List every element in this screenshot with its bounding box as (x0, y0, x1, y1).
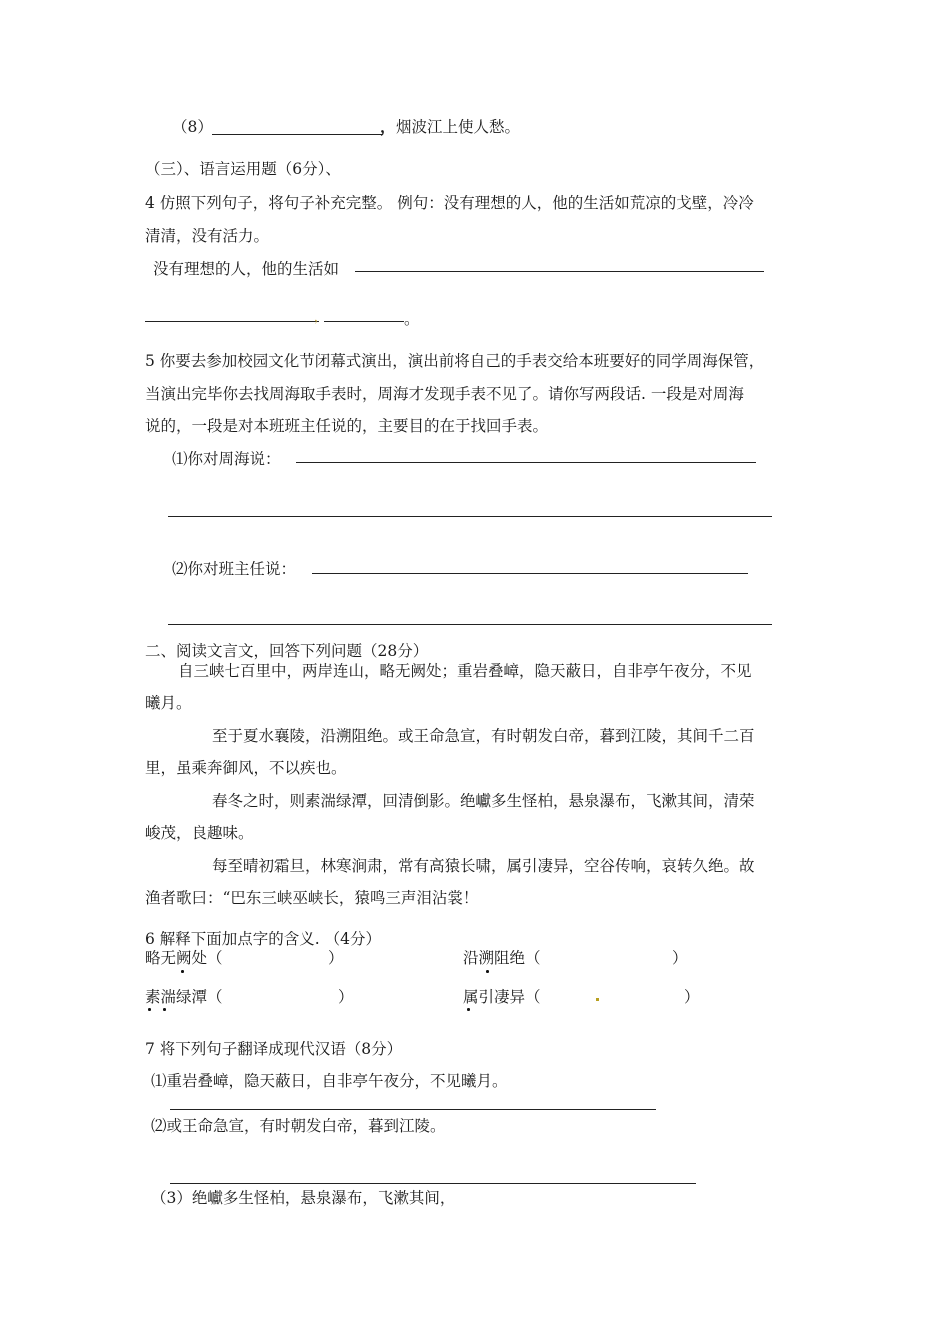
q7-s2-blank[interactable] (170, 1183, 696, 1184)
q5-sub1-blank-2[interactable] (168, 516, 772, 517)
q6-heading: 6 解释下面加点字的含义. （4分） (145, 930, 382, 948)
q7-sentence-3: （3）绝巘多生怪柏，悬泉瀑布，飞漱其间， (151, 1189, 456, 1207)
highlight-mark (596, 998, 599, 1001)
q6-item-3: 素湍绿潭（ (145, 988, 223, 1006)
passage-p4-line2: 渔者歌曰：“巴东三峡巫峡长，猿鸣三声泪沾裳！ (145, 889, 479, 907)
passage-p1-line1: 自三峡七百里中，两岸连山，略无阙处；重岩叠嶂，隐天蔽日，自非亭午夜分，不见 (178, 662, 752, 680)
q6-item-1-close: ） (328, 949, 344, 967)
section3-heading: （三）、语言运用题（6分）、 (145, 160, 341, 178)
q7-sentence-2: ⑵或王命急宣，有时朝发白帝，暮到江陵。 (151, 1117, 446, 1135)
q6-item-2: 沿溯阻绝（ (463, 949, 541, 967)
q6-item-3-close: ） (338, 988, 354, 1006)
emphasis-dot (486, 970, 489, 973)
q8-comma: ， (380, 117, 396, 136)
passage-p2-line2: 里，虽乘奔御风，不以疾也。 (145, 759, 347, 777)
q5-line3: 说的，一段是对本班班主任说的，主要目的在于找回手表。 (145, 417, 549, 435)
q4-line2: 清清，没有活力。 (145, 227, 270, 245)
emphasis-dot (467, 1008, 470, 1011)
q5-sub1-blank-1[interactable] (296, 462, 756, 463)
passage-p1-line2: 曦月。 (145, 694, 192, 712)
q8-answer-blank[interactable] (212, 134, 382, 135)
q4-answer-blank-2[interactable] (145, 321, 319, 322)
emphasis-dot (181, 970, 184, 973)
passage-p3-line2: 峻茂，良趣味。 (145, 824, 254, 842)
q5-sub1-label: ⑴你对周海说： (172, 450, 281, 468)
q5-sub2-label: ⑵你对班主任说： (172, 560, 297, 578)
q5-sub2-blank-2[interactable] (168, 624, 772, 625)
q4-line1: 4 仿照下列句子，将句子补充完整。 例句：没有理想的人，他的生活如荒凉的戈壁，冷冷 (145, 194, 754, 212)
q4-prompt: 没有理想的人，他的生活如 (153, 260, 340, 278)
part2-heading: 二、阅读文言文，回答下列问题（28分） (145, 642, 429, 660)
passage-p4-line1: 每至晴初霜旦，林寒涧肃，常有高猿长啸，属引凄异，空谷传响，哀转久绝。故 (212, 857, 755, 875)
q4-answer-blank-3[interactable] (324, 321, 404, 322)
emphasis-dot (163, 1008, 166, 1011)
q6-item-4-close: ） (684, 988, 700, 1006)
q7-sentence-1: ⑴重岩叠嶂，隐天蔽日，自非亭午夜分，不见曦月。 (151, 1072, 508, 1090)
passage-p3-line1: 春冬之时，则素湍绿潭，回清倒影。绝巘多生怪柏，悬泉瀑布，飞漱其间，清荣 (212, 792, 755, 810)
q6-item-2-close: ） (672, 949, 688, 967)
q7-s1-blank[interactable] (170, 1109, 656, 1110)
q5-sub2-blank-1[interactable] (312, 573, 748, 574)
q8-number: （8） (172, 118, 213, 136)
emphasis-dot (148, 1008, 151, 1011)
q5-line2: 当演出完毕你去找周海取手表时，周海才发现手表不见了。请你写两段话. 一段是对周海 (145, 385, 744, 403)
q7-heading: 7 将下列句子翻译成现代汉语（8分） (145, 1040, 403, 1058)
q4-answer-blank-1[interactable] (355, 271, 764, 272)
q4-comma: ， (314, 310, 327, 324)
q4-end: 。 (404, 310, 420, 328)
passage-p2-line1: 至于夏水襄陵，沿溯阻绝。或王命急宣，有时朝发白帝，暮到江陵，其间千二百 (212, 727, 755, 745)
q6-item-4: 属引凄异（ (463, 988, 541, 1006)
q5-line1: 5 你要去参加校园文化节闭幕式演出，演出前将自己的手表交给本班要好的同学周海保管， (145, 352, 765, 370)
q8-text: 烟波江上使人愁。 (396, 118, 521, 136)
q6-item-1: 略无阙处（ (145, 949, 223, 967)
